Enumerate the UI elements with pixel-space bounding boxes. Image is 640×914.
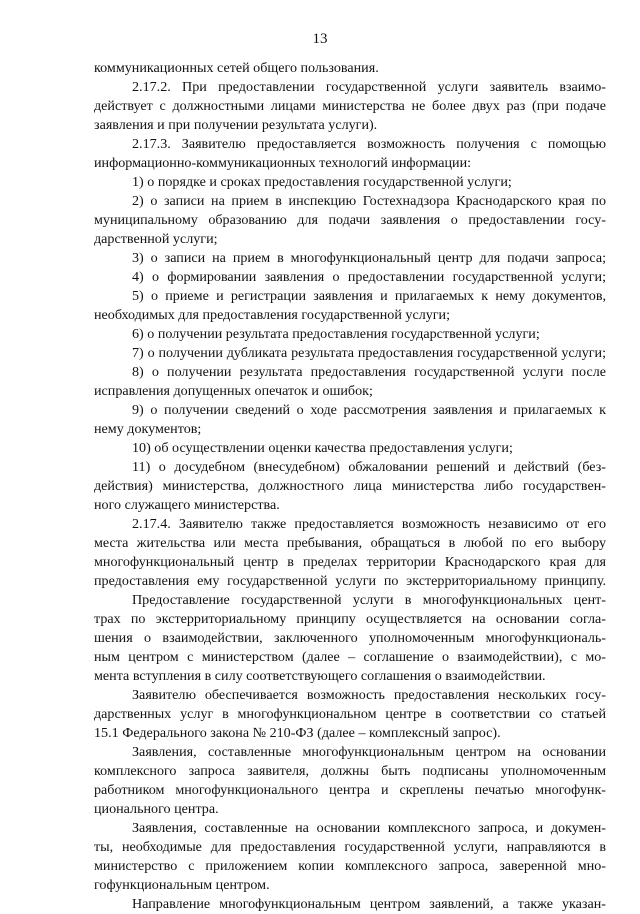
text-line: 9) о получении сведений о ходе рассмотрения заявления и прилагаемых к: [132, 402, 606, 418]
text-line: трах по экстерриториальному принципу осуществляется на основании согла-: [94, 611, 606, 627]
text-line: министерство с приложением копии комплексного запроса, заверенной мно-: [94, 858, 606, 874]
text-line: 15.1 Федерального закона № 210-ФЗ (далее – комплексный запрос).: [94, 725, 501, 741]
text-line: 2.17.3. Заявителю предоставляется возможность получения с помощью: [132, 136, 606, 152]
text-line: 7) о получении дубликата результата предоставления государственной услуги;: [132, 345, 606, 361]
text-line: многофункциональный центр в пределах территории Краснодарского края для: [94, 554, 606, 570]
text-line: Заявления, составленные многофункциональным центром на основании: [132, 744, 606, 760]
text-line: заявления и при получении результата услуги).: [94, 117, 378, 133]
text-line: мента вступления в силу соответствующего соглашения о взаимодействии.: [94, 668, 546, 684]
text-line: информационно-коммуникационных технологий информации:: [94, 155, 472, 171]
text-line: гофункциональным центром.: [94, 877, 270, 893]
text-line: 1) о порядке и сроках предоставления государственной услуги;: [132, 174, 512, 190]
text-line: ты, необходимые для предоставления государственной услуги, направляются в: [94, 839, 606, 855]
page-number: 13: [312, 31, 328, 47]
text-line: Заявителю обеспечивается возможность предоставления нескольких госу-: [132, 687, 606, 703]
text-line: 5) о приеме и регистрации заявления и прилагаемых к нему документов,: [132, 288, 606, 304]
text-line: действия) министерства, должностного лица министерства либо государствен-: [94, 478, 606, 494]
text-line: Направление многофункциональным центром заявлений, а также указан-: [132, 896, 606, 912]
text-line: комплексного запроса заявителя, должны быть подписаны уполномоченным: [94, 763, 606, 779]
text-line: Заявления, составленные на основании комплексного запроса, и докумен-: [132, 820, 606, 836]
document-body: [94, 59, 606, 914]
text-line: 2.17.4. Заявителю также предоставляется возможность независимо от его: [132, 516, 606, 532]
text-line: 6) о получении результата предоставления государственной услуги;: [132, 326, 540, 342]
text-line: работником многофункционального центра и скреплены печатью многофунк-: [94, 782, 606, 798]
text-line: 10) об осуществлении оценки качества предоставления услуги;: [132, 440, 513, 456]
text-line: 3) о записи на прием в многофункциональный центр для подачи запроса;: [132, 250, 606, 266]
text-line: места жительства или места пребывания, обращаться в любой по его выбору: [94, 535, 606, 551]
text-line: дарственной услуги;: [94, 231, 218, 247]
text-line: муниципальному образованию для подачи заявления о предоставлении госу-: [94, 212, 606, 228]
text-line: шения о взаимодействии, заключенного уполномоченным многофункциональ-: [94, 630, 606, 646]
text-line: действует с должностными лицами министерства не более двух раз (при подаче: [94, 98, 606, 114]
text-line: необходимых для предоставления государственной услуги;: [94, 307, 451, 323]
text-line: дарственных услуг в многофункциональном центре в соответствии со статьей: [94, 706, 606, 722]
text-line: 11) о досудебном (внесудебном) обжаловании решений и действий (без-: [132, 459, 606, 475]
text-line: ционального центра.: [94, 801, 219, 817]
text-line: 2) о записи на прием в инспекцию Гостехнадзора Краснодарского края по: [132, 193, 606, 209]
text-line: 4) о формировании заявления о предоставлении государственной услуги;: [132, 269, 606, 285]
text-line: исправления допущенных опечаток и ошибок;: [94, 383, 373, 399]
text-line: Предоставление государственной услуги в многофункциональных цент-: [132, 592, 606, 608]
text-line: 2.17.2. При предоставлении государственной услуги заявитель взаимо-: [132, 79, 606, 95]
text-line: 8) о получении результата предоставления государственной услуги после: [132, 364, 606, 380]
text-line: предоставления ему государственной услуги по экстерриториальному принципу.: [94, 573, 606, 589]
text-line: ным центром с министерством (далее – соглашение о взаимодействии), с мо-: [94, 649, 606, 665]
text-line: нему документов;: [94, 421, 202, 437]
text-line: ного служащего министерства.: [94, 497, 280, 513]
text-line: коммуникационных сетей общего пользования.: [94, 60, 379, 76]
